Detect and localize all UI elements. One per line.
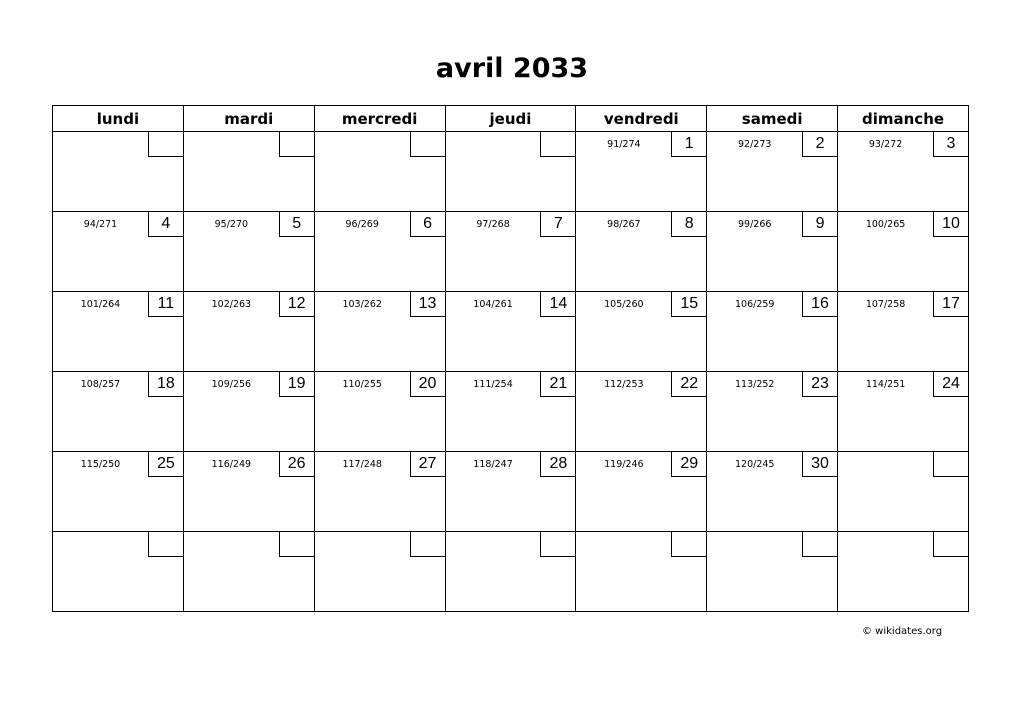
day-number bbox=[410, 532, 445, 557]
weekday-header: dimanche bbox=[838, 106, 969, 132]
day-of-year-count: 92/273 bbox=[738, 139, 772, 150]
day-number bbox=[279, 132, 314, 157]
day-cell bbox=[707, 132, 838, 212]
day-number: 2 bbox=[802, 132, 837, 157]
day-cell bbox=[314, 372, 445, 452]
day-cell bbox=[838, 292, 969, 372]
day-number: 9 bbox=[802, 212, 837, 237]
day-of-year-count: 103/262 bbox=[342, 299, 382, 310]
day-number: 6 bbox=[410, 212, 445, 237]
day-number bbox=[279, 532, 314, 557]
day-of-year-count: 105/260 bbox=[604, 299, 644, 310]
day-cell bbox=[445, 212, 576, 292]
day-number bbox=[671, 532, 706, 557]
day-number: 18 bbox=[148, 372, 183, 397]
day-cell bbox=[576, 452, 707, 532]
day-cell bbox=[445, 532, 576, 612]
day-number: 23 bbox=[802, 372, 837, 397]
week-row bbox=[53, 372, 969, 452]
day-cell bbox=[183, 132, 314, 212]
copyright-notice: © wikidates.org bbox=[862, 626, 943, 637]
day-cell bbox=[707, 452, 838, 532]
day-cell bbox=[314, 132, 445, 212]
day-number: 5 bbox=[279, 212, 314, 237]
day-number: 30 bbox=[802, 452, 837, 477]
day-number: 7 bbox=[540, 212, 575, 237]
day-number: 19 bbox=[279, 372, 314, 397]
day-of-year-count: 100/265 bbox=[865, 219, 906, 230]
day-cell bbox=[53, 132, 184, 212]
day-of-year-count: 99/266 bbox=[738, 219, 772, 230]
day-of-year-count: 102/263 bbox=[211, 299, 252, 310]
week-row bbox=[53, 532, 969, 612]
day-cell bbox=[707, 212, 838, 292]
day-number: 10 bbox=[933, 212, 968, 237]
day-cell bbox=[53, 292, 184, 372]
day-of-year-count: 108/257 bbox=[80, 379, 121, 390]
day-cell bbox=[576, 372, 707, 452]
day-of-year-count: 113/252 bbox=[734, 379, 775, 390]
day-cell bbox=[838, 532, 969, 612]
day-number: 16 bbox=[802, 292, 837, 317]
day-cell bbox=[183, 372, 314, 452]
day-cell bbox=[707, 532, 838, 612]
day-cell bbox=[707, 292, 838, 372]
day-of-year-count: 95/270 bbox=[214, 219, 249, 230]
day-cell bbox=[707, 372, 838, 452]
day-number bbox=[933, 452, 968, 477]
day-cell bbox=[183, 532, 314, 612]
day-number bbox=[540, 132, 575, 157]
day-of-year-count: 119/246 bbox=[604, 459, 644, 470]
calendar-title: avril 2033 bbox=[435, 53, 589, 84]
day-number bbox=[933, 532, 968, 557]
day-number: 29 bbox=[671, 452, 706, 477]
day-cell bbox=[576, 132, 707, 212]
day-of-year-count: 109/256 bbox=[211, 379, 252, 390]
day-cell bbox=[838, 372, 969, 452]
day-of-year-count: 101/264 bbox=[80, 299, 121, 310]
weekday-header: jeudi bbox=[445, 106, 576, 132]
day-number: 4 bbox=[148, 212, 183, 237]
day-number: 25 bbox=[148, 452, 183, 477]
day-cell bbox=[838, 212, 969, 292]
day-number bbox=[410, 132, 445, 157]
week-row bbox=[53, 212, 969, 292]
day-of-year-count: 117/248 bbox=[342, 459, 382, 470]
day-of-year-count: 118/247 bbox=[473, 459, 513, 470]
day-cell bbox=[576, 532, 707, 612]
week-row bbox=[53, 132, 969, 212]
weekday-header: lundi bbox=[53, 106, 184, 132]
day-number bbox=[148, 532, 183, 557]
week-row bbox=[53, 452, 969, 532]
week-row bbox=[53, 292, 969, 372]
day-of-year-count: 120/245 bbox=[734, 459, 775, 470]
day-cell bbox=[183, 212, 314, 292]
day-number: 20 bbox=[410, 372, 445, 397]
day-cell bbox=[576, 212, 707, 292]
weekday-header: mercredi bbox=[314, 106, 445, 132]
day-cell bbox=[53, 372, 184, 452]
day-cell bbox=[183, 292, 314, 372]
day-cell bbox=[53, 212, 184, 292]
day-of-year-count: 107/258 bbox=[865, 299, 906, 310]
day-cell bbox=[445, 452, 576, 532]
day-cell bbox=[314, 452, 445, 532]
day-number: 11 bbox=[148, 292, 183, 317]
day-number bbox=[148, 132, 183, 157]
day-number: 28 bbox=[540, 452, 575, 477]
day-number: 21 bbox=[540, 372, 575, 397]
day-of-year-count: 114/251 bbox=[865, 379, 906, 390]
day-number bbox=[540, 532, 575, 557]
weekday-header: mardi bbox=[183, 106, 314, 132]
day-number: 13 bbox=[410, 292, 445, 317]
day-cell bbox=[838, 132, 969, 212]
day-number: 3 bbox=[933, 132, 968, 157]
day-of-year-count: 98/267 bbox=[607, 219, 641, 230]
day-cell bbox=[53, 452, 184, 532]
day-number: 1 bbox=[671, 132, 706, 157]
day-of-year-count: 112/253 bbox=[604, 379, 644, 390]
day-of-year-count: 91/274 bbox=[607, 139, 641, 150]
day-number: 24 bbox=[933, 372, 968, 397]
day-number: 12 bbox=[279, 292, 314, 317]
day-cell bbox=[838, 452, 969, 532]
day-number: 27 bbox=[410, 452, 445, 477]
day-of-year-count: 94/271 bbox=[83, 219, 118, 230]
day-cell bbox=[314, 212, 445, 292]
day-of-year-count: 96/269 bbox=[345, 219, 379, 230]
day-cell bbox=[314, 532, 445, 612]
day-cell bbox=[576, 292, 707, 372]
day-cell bbox=[445, 132, 576, 212]
day-of-year-count: 116/249 bbox=[211, 459, 252, 470]
day-cell bbox=[445, 292, 576, 372]
calendar-grid bbox=[52, 105, 969, 612]
day-number: 14 bbox=[540, 292, 575, 317]
day-of-year-count: 97/268 bbox=[476, 219, 510, 230]
day-of-year-count: 104/261 bbox=[473, 299, 513, 310]
day-cell bbox=[314, 292, 445, 372]
day-number: 15 bbox=[671, 292, 706, 317]
day-cell bbox=[183, 452, 314, 532]
day-number: 22 bbox=[671, 372, 706, 397]
day-cell bbox=[53, 532, 184, 612]
day-of-year-count: 115/250 bbox=[80, 459, 121, 470]
day-cell bbox=[445, 372, 576, 452]
day-of-year-count: 106/259 bbox=[734, 299, 775, 310]
day-of-year-count: 93/272 bbox=[868, 139, 903, 150]
day-of-year-count: 110/255 bbox=[342, 379, 382, 390]
day-of-year-count: 111/254 bbox=[473, 379, 513, 390]
day-number: 17 bbox=[933, 292, 968, 317]
day-number: 26 bbox=[279, 452, 314, 477]
day-number bbox=[802, 532, 837, 557]
weekday-header: samedi bbox=[707, 106, 838, 132]
day-number: 8 bbox=[671, 212, 706, 237]
weekday-header: vendredi bbox=[576, 106, 707, 132]
weekday-header-row bbox=[53, 106, 969, 132]
